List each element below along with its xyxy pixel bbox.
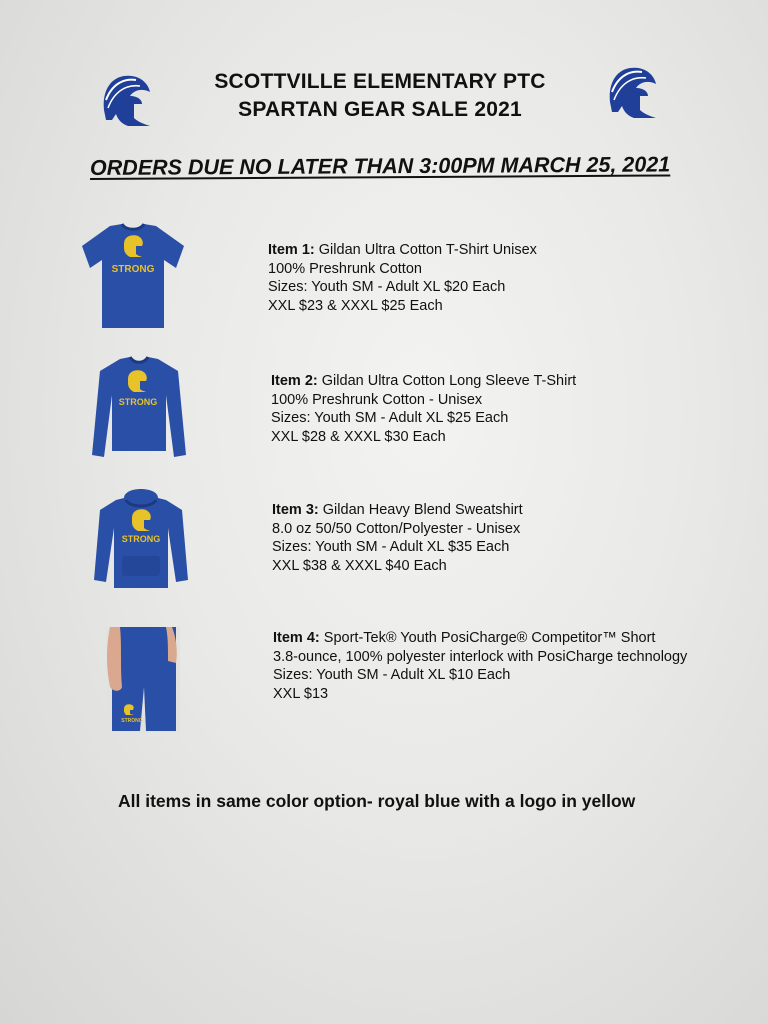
item-1-line-3: XXL $23 & XXXL $25 Each <box>268 297 443 314</box>
item-3-name: Gildan Heavy Blend Sweatshirt <box>322 502 523 518</box>
item-4-label: Item 4: <box>273 630 320 646</box>
order-deadline: ORDERS DUE NO LATER THAN 3:00PM MARCH 25, 2021 <box>89 152 671 180</box>
shorts-image <box>106 627 180 733</box>
item-1-name: Gildan Ultra Cotton T-Shirt Unisex <box>318 242 537 258</box>
item-4-line-1: 3.8-ounce, 100% polyester interlock with PosiCharge technology <box>273 648 688 665</box>
spartan-helmet-icon <box>604 62 660 122</box>
item-1-label: Item 1: <box>268 242 315 258</box>
item-2-description <box>271 372 576 446</box>
item-2-line-3: XXL $28 & XXXL $30 Each <box>271 428 446 445</box>
item-2-line-2: Sizes: Youth SM - Adult XL $25 Each <box>271 410 509 426</box>
item-3-description <box>272 501 523 575</box>
header-title-line1: SCOTTVILLE ELEMENTARY PTC <box>214 70 546 93</box>
item-2-label: Item 2: <box>271 373 318 389</box>
item-3-line-3: XXL $38 & XXXL $40 Each <box>272 557 447 574</box>
item-1-description <box>268 241 537 315</box>
item-1-line-2: Sizes: Youth SM - Adult XL $20 Each <box>268 279 506 295</box>
color-option-note: All items in same color option- royal blue with a logo in yellow <box>118 791 636 811</box>
item-3-label: Item 3: <box>272 502 319 518</box>
shirt-print-text: STRONG <box>118 397 158 407</box>
item-4-description <box>273 629 687 703</box>
hoodie-image <box>92 484 190 590</box>
long-sleeve-shirt-image <box>90 355 188 461</box>
item-1-line-1: 100% Preshrunk Cotton <box>268 260 422 277</box>
tshirt-image <box>80 222 186 330</box>
shorts-print-text: STRONG <box>121 718 143 724</box>
item-4-line-2: Sizes: Youth SM - Adult XL $10 Each <box>273 667 511 683</box>
item-2-name: Gildan Ultra Cotton Long Sleeve T-Shirt <box>321 373 577 389</box>
item-4-line-3: XXL $13 <box>273 685 329 702</box>
item-4-name: Sport-Tek® Youth PosiCharge® Competitor™ Short <box>323 630 656 646</box>
shirt-print-text: STRONG <box>111 264 155 275</box>
spartan-helmet-icon <box>98 70 154 130</box>
item-2-line-1: 100% Preshrunk Cotton - Unisex <box>271 391 483 408</box>
item-3-line-2: Sizes: Youth SM - Adult XL $35 Each <box>272 539 510 555</box>
item-3-line-1: 8.0 oz 50/50 Cotton/Polyester - Unisex <box>272 520 521 537</box>
hoodie-print-text: STRONG <box>121 534 161 544</box>
header-title-line2: SPARTAN GEAR SALE 2021 <box>238 98 522 121</box>
